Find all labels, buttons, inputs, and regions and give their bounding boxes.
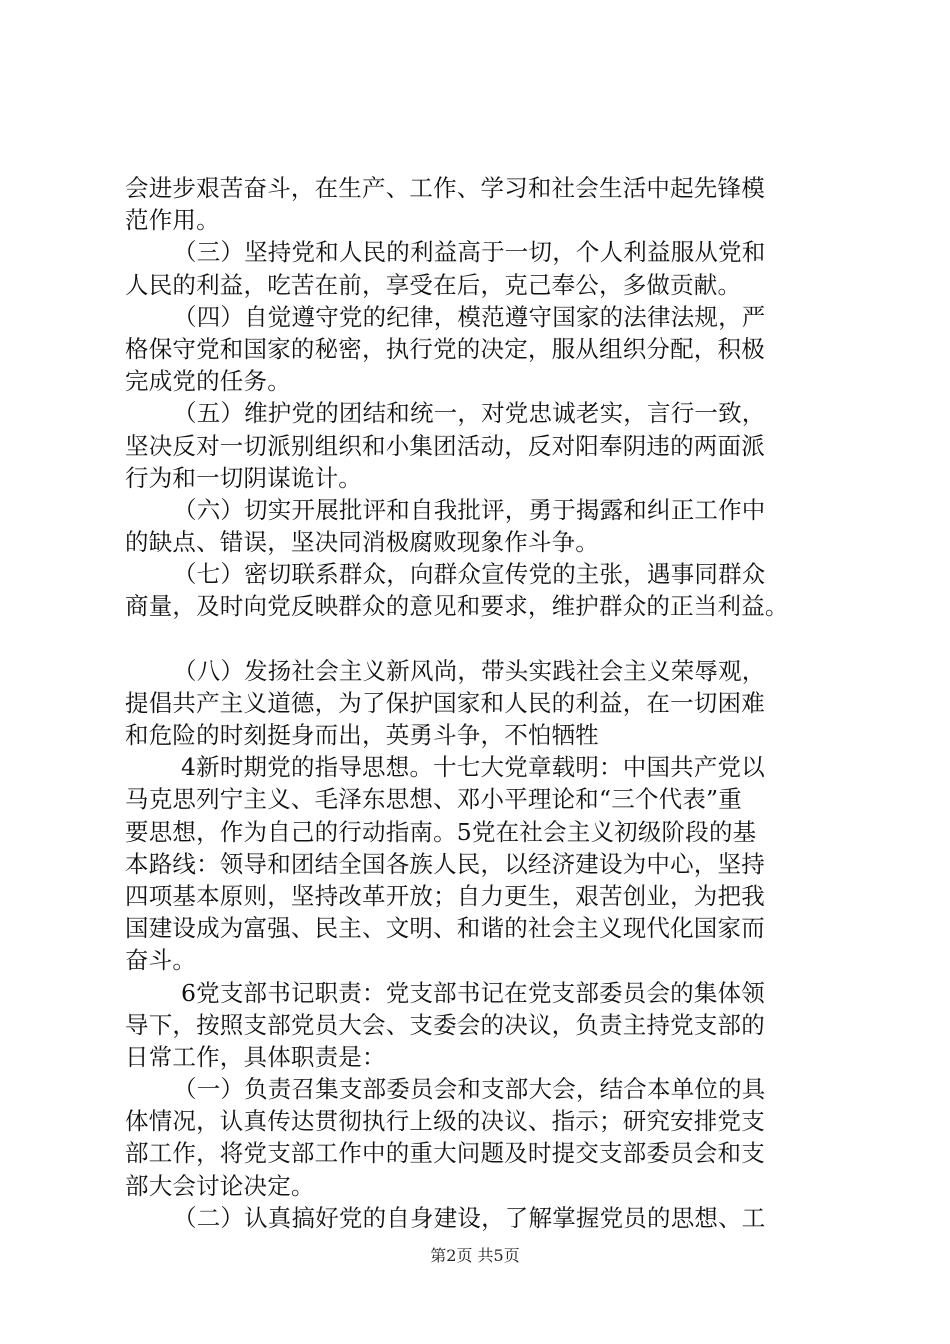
text-line: 部大会讨论决定。	[125, 1171, 315, 1200]
text-line: 4新时期党的指导思想。十七大党章载明：中国共产党以	[181, 753, 765, 782]
text-line: （一）负责召集支部委员会和支部大会，结合本单位的具	[173, 1075, 766, 1104]
text-line: 体情况，认真传达贯彻执行上级的决议、指示；研究安排党支	[125, 1107, 765, 1136]
text-line: 导下，按照支部党员大会、支委会的决议，负责主持党支部的	[125, 1010, 765, 1039]
text-line: 马克思列宁主义、毛泽东思想、邓小平理论和“三个代表”重	[125, 785, 742, 814]
text-line: 和危险的时刻挺身而出，英勇斗争，不怕牺牲	[125, 721, 599, 749]
text-line: 范作用。	[125, 206, 220, 235]
paragraph-gap	[125, 623, 845, 655]
text-line: 要思想，作为自己的行动指南。5党在社会主义初级阶段的基	[125, 817, 757, 846]
document-body	[125, 172, 845, 1234]
text-line: （四）自觉遵守党的纪律，模范遵守国家的法律法规，严	[173, 302, 766, 331]
text-line: （三）坚持党和人民的利益高于一切，个人利益服从党和	[173, 238, 766, 267]
text-line: 人民的利益，吃苦在前，享受在后，克己奉公，多做贡献。	[125, 270, 742, 299]
text-line: （六）切实开展批评和自我批评，勇于揭露和纠正工作中	[173, 495, 766, 524]
text-line: 国建设成为富强、民主、文明、和谐的社会主义现代化国家而	[125, 914, 765, 943]
text-line: 完成党的任务。	[125, 367, 291, 396]
text-line: 行为和一切阴谋诡计。	[125, 463, 362, 492]
text-line: 6党支部书记职责：党支部书记在党支部委员会的集体领	[181, 978, 765, 1007]
text-line: （二）认真搞好党的自身建设，了解掌握党员的思想、工	[173, 1203, 766, 1232]
text-line: （七）密切联系群众，向群众宣传党的主张，遇事同群众	[173, 560, 766, 589]
text-line: 商量，及时向党反映群众的意见和要求，维护群众的正当利益。	[125, 592, 789, 621]
text-line: 坚决反对一切派别组织和小集团活动，反对阳奉阴违的两面派	[125, 431, 765, 460]
text-line: （八）发扬社会主义新风尚，带头实践社会主义荣辱观，	[173, 656, 766, 685]
text-line: 奋斗。	[125, 946, 197, 975]
text-line: 提倡共产主义道德，为了保护国家和人民的利益，在一切困难	[125, 688, 765, 717]
page-number-footer: 第2页 共5页	[430, 1246, 520, 1265]
text-line: （五）维护党的团结和统一，对党忠诚老实，言行一致，	[173, 399, 766, 428]
text-line: 四项基本原则，坚持改革开放；自力更生，艰苦创业，为把我	[125, 881, 765, 910]
text-line: 本路线：领导和团结全国各族人民，以经济建设为中心，坚持	[125, 849, 765, 878]
text-line: 的缺点、错误，坚决同消极腐败现象作斗争。	[125, 528, 599, 557]
text-line: 日常工作，具体职责是：	[125, 1042, 386, 1071]
text-line: 部工作，将党支部工作中的重大问题及时提交支部委员会和支	[125, 1139, 765, 1168]
text-line: 会进步艰苦奋斗，在生产、工作、学习和社会生活中起先锋模	[125, 174, 765, 202]
text-line: 格保守党和国家的秘密，执行党的决定，服从组织分配，积极	[125, 334, 765, 363]
